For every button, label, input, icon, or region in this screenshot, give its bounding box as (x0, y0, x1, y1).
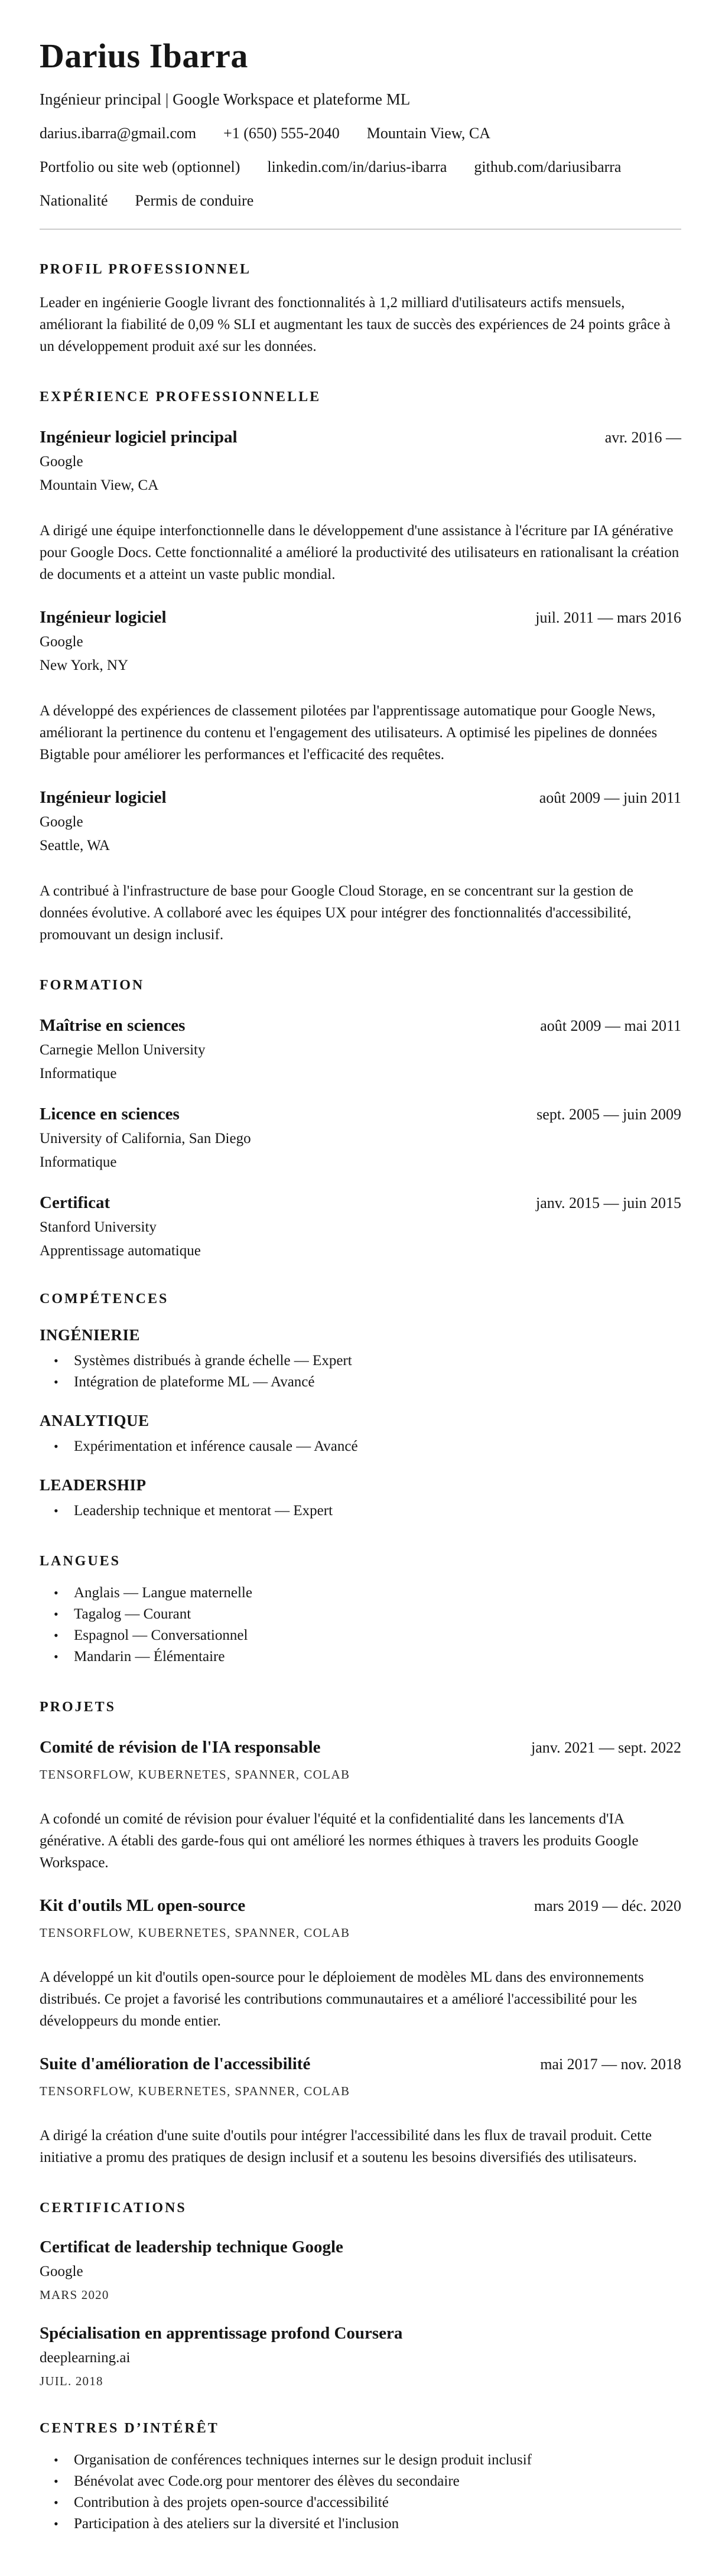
section-certifications (40, 2200, 681, 2389)
degree-title: Licence en sciences (40, 1104, 180, 1123)
education-entry (40, 1016, 681, 1082)
skill-item: • Intégration de plateforme ML — Avancé (40, 1372, 681, 1393)
job-location: New York, NY (40, 657, 129, 673)
education-field: Apprentissage automatique (40, 1242, 201, 1259)
header-divider (40, 229, 681, 230)
job-description: A dirigé une équipe interfonctionnelle dans le développement d'une assistance à l'écriture par IA générative pour Google Docs. Cette fonctionnalité a amélioré la productivité des utilisateurs en rationalisant la création de documents et a atteint un vaste public mondial. (40, 522, 679, 582)
education-entry-header (40, 1193, 681, 1213)
project-entry-header (40, 1896, 681, 1916)
certification-entry (40, 2324, 681, 2389)
job-entry (40, 788, 681, 946)
project-description: A développé un kit d'outils open-source pour le déploiement de modèles ML dans des environnements distribués. Ce projet a favorisé les contributions communautaires et a amélioré l'accessibilité pour les développeurs du monde entier. (40, 1969, 644, 2029)
interest-item: • Bénévolat avec Code.org pour mentorer des élèves du secondaire (40, 2471, 681, 2492)
contact-phone: +1 (650) 555-2040 (223, 124, 340, 142)
contact-nationality: Nationalité (40, 191, 108, 209)
project-description: A cofondé un comité de révision pour évaluer l'équité et la confidentialité dans les lancements d'IA générative. A établi des garde-fous qui ont amélioré les normes éthiques à travers les produits Google Workspace. (40, 1810, 639, 1871)
project-title: Kit d'outils ML open-source (40, 1896, 246, 1915)
interests-heading: CENTRES D’INTÉRÊT (40, 2420, 219, 2436)
project-entry (40, 1738, 681, 1874)
resume-name: Darius Ibarra (40, 37, 248, 75)
project-entry (40, 2054, 681, 2168)
skill-category (40, 1412, 681, 1457)
education-school: Carnegie Mellon University (40, 1041, 206, 1058)
certification-issuer: Google (40, 2263, 83, 2279)
job-entry-header (40, 788, 681, 807)
skill-list (40, 1500, 681, 1522)
interest-list (40, 2450, 681, 2535)
section-interests (40, 2421, 681, 2535)
languages-heading: LANGUES (40, 1553, 121, 1569)
education-field: Informatique (40, 1154, 117, 1170)
interest-item: • Contribution à des projets open-source d'accessibilité (40, 2492, 681, 2513)
resume-header (40, 37, 681, 210)
contact-driving-license: Permis de conduire (135, 191, 254, 209)
job-description: A développé des expériences de classement pilotées par l'apprentissage automatique pour Google News, améliorant la pertinence du contenu et l'engagement des utilisateurs. A optimisé les pipelines de données Bigtable pour améliorer les performances et l'efficacité des requêtes. (40, 702, 658, 763)
skill-item: • Leadership technique et mentorat — Expert (40, 1500, 681, 1522)
job-entry-header (40, 428, 681, 447)
project-title: Suite d'amélioration de l'accessibilité (40, 2054, 311, 2073)
job-dates: juil. 2011 — mars 2016 (535, 608, 681, 626)
contact-email: darius.ibarra@gmail.com (40, 124, 197, 142)
education-school: Stanford University (40, 1219, 157, 1235)
job-company: Google (40, 813, 83, 830)
skill-category (40, 1476, 681, 1522)
language-item: • Tagalog — Courant (40, 1604, 681, 1625)
education-dates: août 2009 — mai 2011 (540, 1017, 681, 1034)
interest-item: • Organisation de conférences techniques internes sur le design produit inclusif (40, 2450, 681, 2471)
certification-date: MARS 2020 (40, 2287, 109, 2302)
degree-title: Maîtrise en sciences (40, 1015, 186, 1035)
job-entry-header (40, 608, 681, 627)
skill-category (40, 1326, 681, 1393)
skill-category-name: ANALYTIQUE (40, 1411, 149, 1429)
skills-heading: COMPÉTENCES (40, 1291, 169, 1307)
language-item: • Mandarin — Élémentaire (40, 1646, 681, 1668)
job-title: Ingénieur logiciel (40, 607, 167, 627)
experience-heading: EXPÉRIENCE PROFESSIONNELLE (40, 389, 321, 405)
skill-item: • Expérimentation et inférence causale — Avancé (40, 1436, 681, 1457)
section-education (40, 978, 681, 1259)
project-dates: mars 2019 — déc. 2020 (534, 1897, 681, 1914)
project-entry (40, 1896, 681, 2032)
job-title: Ingénieur logiciel (40, 787, 167, 807)
project-title: Comité de révision de l'IA responsable (40, 1737, 321, 1757)
job-entry (40, 608, 681, 766)
certifications-heading: CERTIFICATIONS (40, 2200, 187, 2216)
contact-row-1 (40, 125, 681, 142)
education-entry (40, 1193, 681, 1259)
job-dates: août 2009 — juin 2011 (539, 789, 681, 806)
degree-title: Certificat (40, 1193, 110, 1212)
project-dates: mai 2017 — nov. 2018 (540, 2055, 681, 2073)
language-item: • Espagnol — Conversationnel (40, 1625, 681, 1646)
section-projects (40, 1699, 681, 2168)
education-field: Informatique (40, 1065, 117, 1082)
project-description: A dirigé la création d'une suite d'outils pour intégrer l'accessibilité dans les flux de travail produit. Cette initiative a promu des pratiques de design inclusif et a soutenu les besoins diversifiés des utilisateurs. (40, 2127, 652, 2165)
contact-row-2 (40, 158, 681, 176)
certification-title: Certificat de leadership technique Google (40, 2237, 343, 2256)
section-skills (40, 1291, 681, 1522)
education-entry-header (40, 1016, 681, 1035)
job-dates: avr. 2016 — (604, 428, 681, 446)
contact-portfolio: Portfolio ou site web (optionnel) (40, 158, 240, 175)
contact-github: github.com/dariusibarra (474, 158, 622, 175)
education-entry-header (40, 1105, 681, 1124)
job-description: A contribué à l'infrastructure de base pour Google Cloud Storage, en se concentrant sur la gestion de données évolutive. A collaboré avec les équipes UX pour intégrer des fonctionnalités d'accessibilité, promouvant un design inclusif. (40, 882, 633, 943)
contact-linkedin: linkedin.com/in/darius-ibarra (267, 158, 447, 175)
certification-entry (40, 2238, 681, 2303)
education-entry (40, 1105, 681, 1171)
resume-subtitle: Ingénieur principal | Google Workspace et plateforme ML (40, 90, 411, 108)
certification-date: JUIL. 2018 (40, 2373, 103, 2388)
job-entry (40, 428, 681, 585)
job-company: Google (40, 633, 83, 650)
education-dates: janv. 2015 — juin 2015 (535, 1194, 681, 1212)
education-school: University of California, San Diego (40, 1130, 251, 1147)
projects-heading: PROJETS (40, 1699, 116, 1715)
skill-list (40, 1350, 681, 1393)
certification-issuer: deeplearning.ai (40, 2349, 131, 2366)
skill-list (40, 1436, 681, 1457)
profile-text: Leader en ingénierie Google livrant des fonctionnalités à 1,2 milliard d'utilisateurs actifs mensuels, améliorant la fiabilité de 0,09 % SLI et augmentant les taux de succès des expériences de 24 points grâce à un développement produit axé sur les données. (40, 294, 671, 354)
job-title: Ingénieur logiciel principal (40, 427, 238, 447)
job-location: Mountain View, CA (40, 477, 159, 493)
contact-location: Mountain View, CA (366, 124, 491, 142)
skill-category-name: INGÉNIERIE (40, 1326, 141, 1344)
language-list (40, 1582, 681, 1668)
education-dates: sept. 2005 — juin 2009 (536, 1105, 681, 1123)
skill-item: • Systèmes distribués à grande échelle — Expert (40, 1350, 681, 1372)
project-entry-header (40, 2054, 681, 2074)
skill-category-name: LEADERSHIP (40, 1476, 147, 1494)
project-tags: TENSORFLOW, KUBERNETES, SPANNER, COLAB (40, 1925, 350, 1940)
profile-heading: PROFIL PROFESSIONNEL (40, 261, 252, 277)
language-item: • Anglais — Langue maternelle (40, 1582, 681, 1604)
section-languages (40, 1554, 681, 1668)
certification-title: Spécialisation en apprentissage profond Coursera (40, 2323, 403, 2343)
job-location: Seattle, WA (40, 837, 110, 854)
section-profile (40, 262, 681, 357)
interest-item: • Participation à des ateliers sur la diversité et l'inclusion (40, 2513, 681, 2535)
section-experience (40, 389, 681, 946)
project-tags: TENSORFLOW, KUBERNETES, SPANNER, COLAB (40, 2083, 350, 2098)
project-dates: janv. 2021 — sept. 2022 (531, 1738, 681, 1756)
project-tags: TENSORFLOW, KUBERNETES, SPANNER, COLAB (40, 1767, 350, 1782)
project-entry-header (40, 1738, 681, 1757)
contact-row-3 (40, 192, 681, 210)
job-company: Google (40, 453, 83, 470)
education-heading: FORMATION (40, 977, 145, 993)
